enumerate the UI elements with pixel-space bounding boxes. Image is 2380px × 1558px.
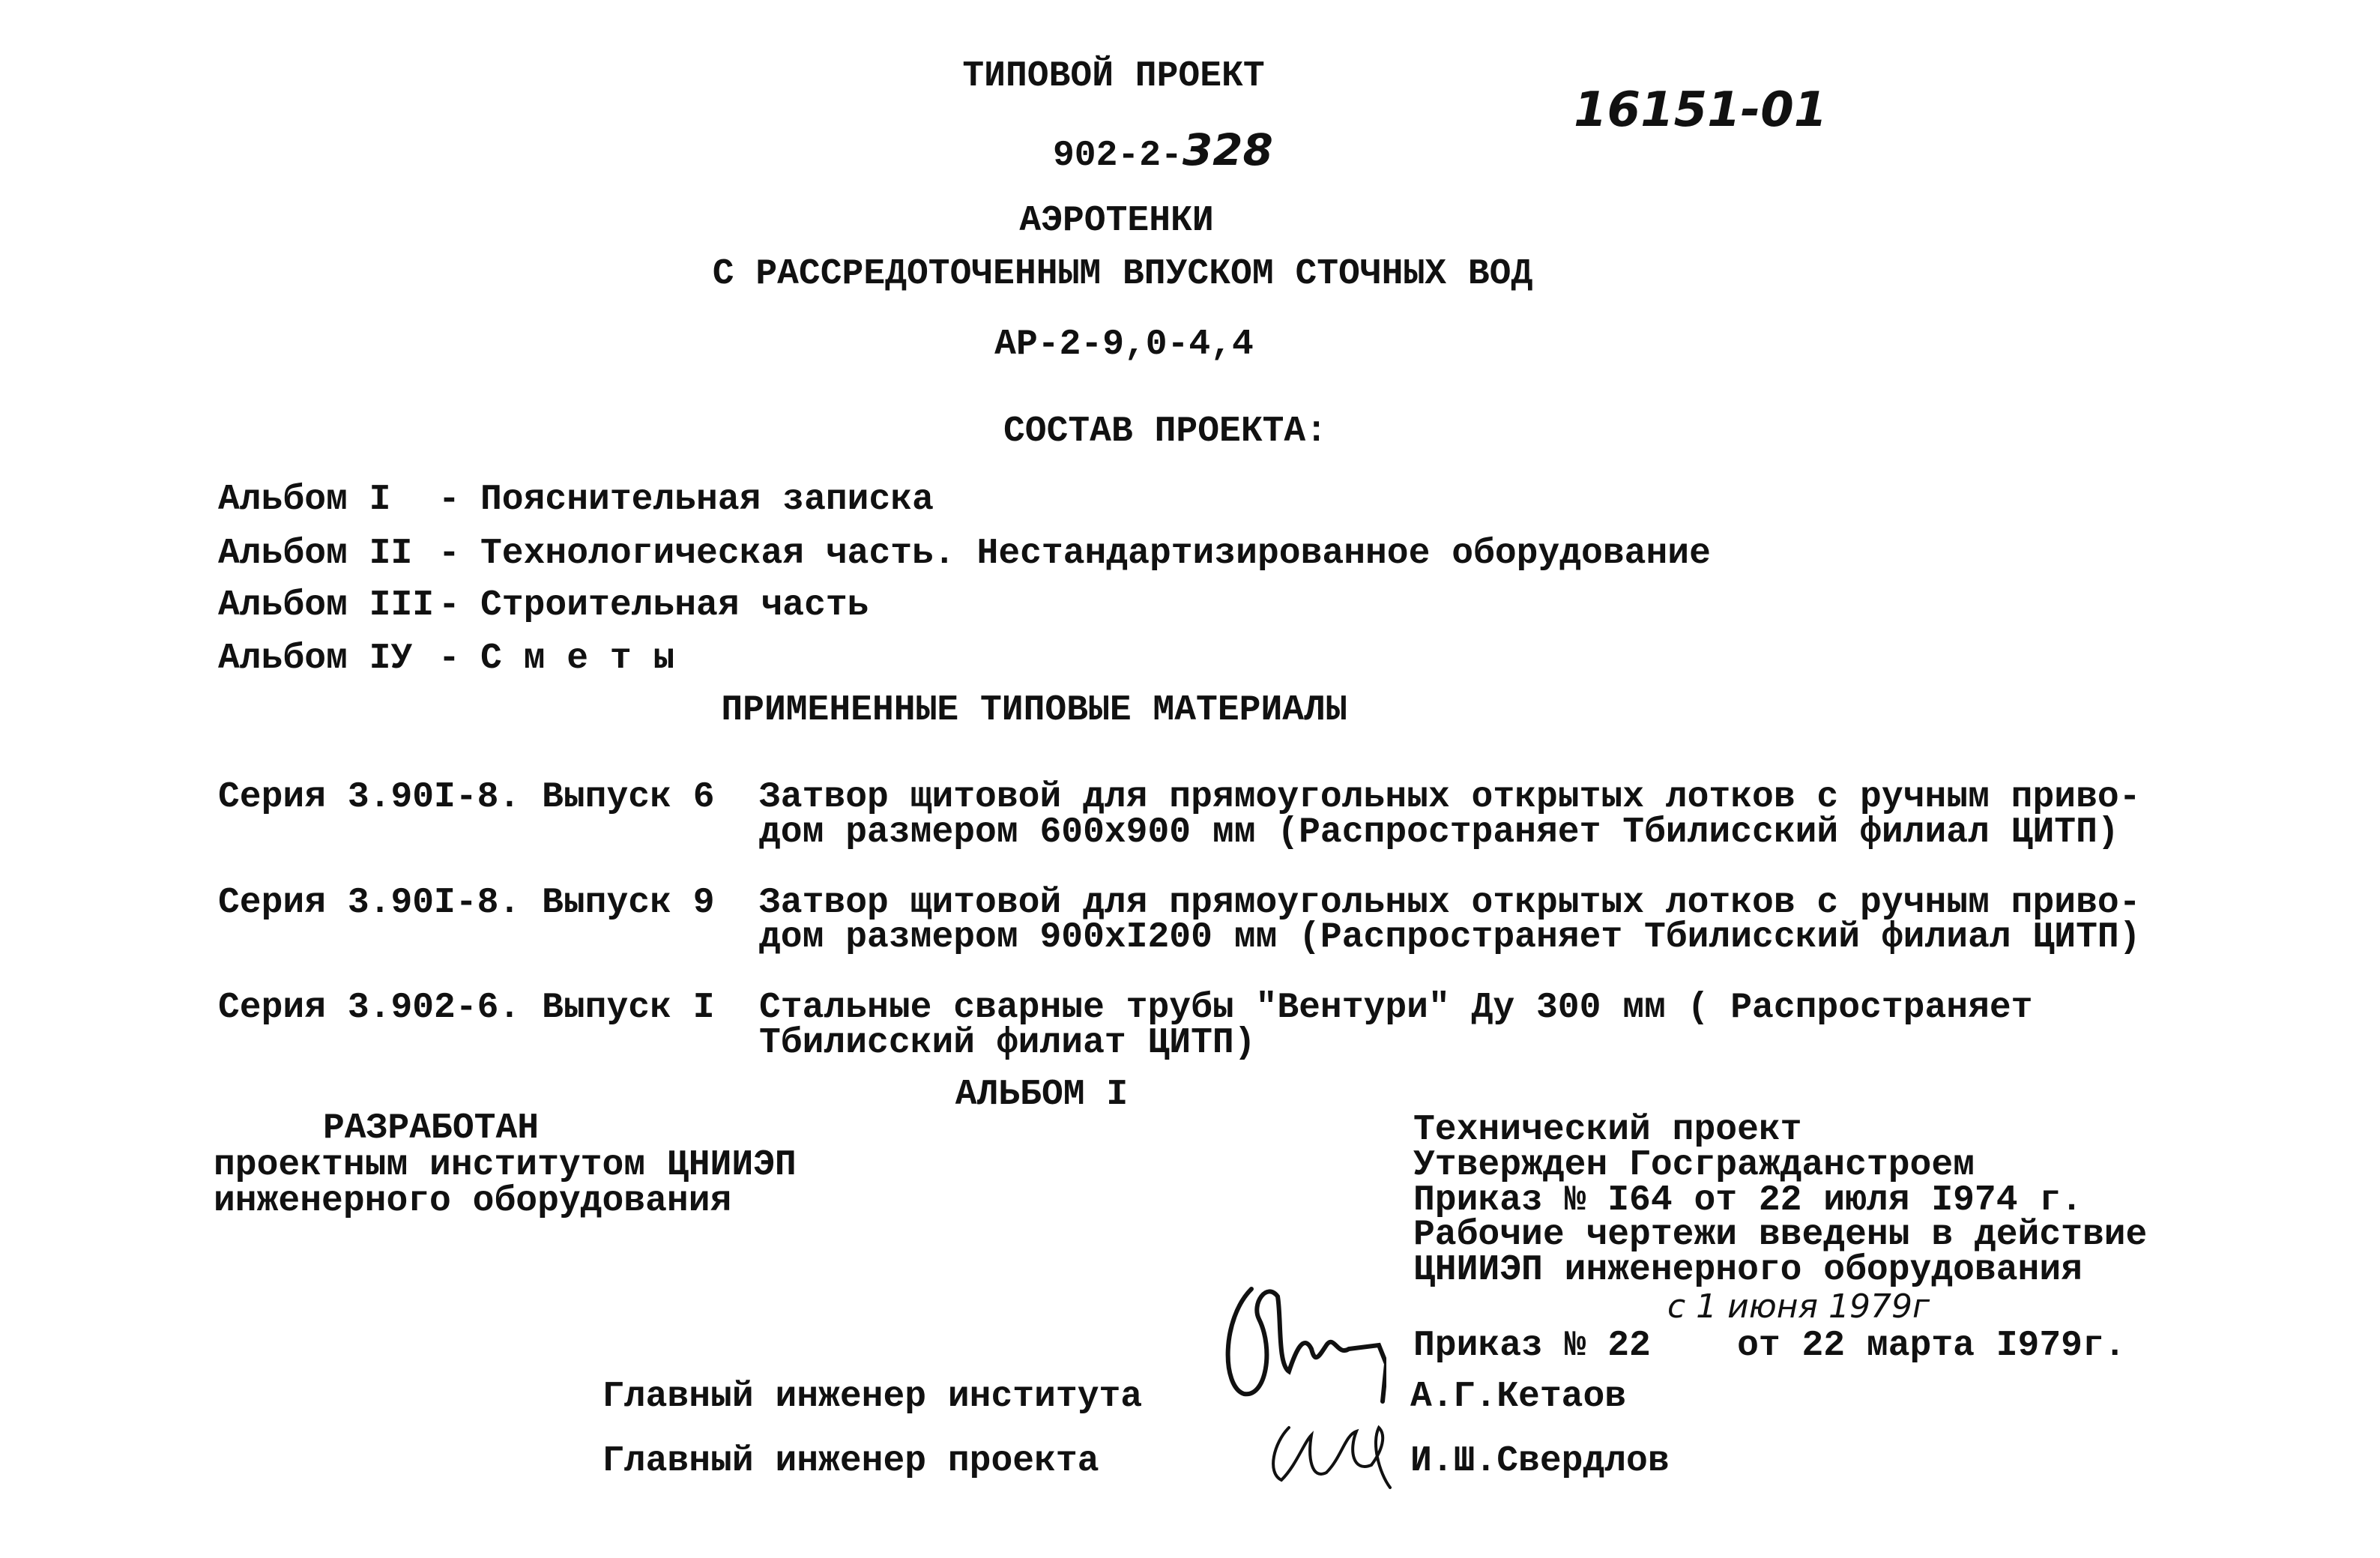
approval-line: Приказ № I64 от 22 июля I974 г. bbox=[1413, 1180, 2082, 1221]
materials-heading: ПРИМЕНЕННЫЕ ТИПОВЫЕ МАТЕРИАЛЫ bbox=[721, 690, 1347, 731]
signature-image bbox=[1259, 1413, 1401, 1495]
title-line-1: АЭРОТЕНКИ bbox=[1019, 201, 1214, 241]
series-label: Серия 3.90I-8. Выпуск 9 bbox=[218, 883, 715, 923]
series-description: Стальные сварные трубы "Вентури" Ду 300 мм ( Распространяет bbox=[759, 988, 2033, 1028]
series-description: Затвор щитовой для прямоугольных открытых лотков с ручным приво- bbox=[759, 883, 2141, 923]
approval-line: Рабочие чертежи введены в действие bbox=[1413, 1215, 2148, 1255]
series-label: Серия 3.90I-8. Выпуск 6 bbox=[218, 777, 715, 818]
album-title: С м е т ы bbox=[480, 638, 675, 679]
series-description: Затвор щитовой для прямоугольных открытых лотков с ручным приво- bbox=[759, 777, 2141, 818]
approval-line: ЦНИИЭП инженерного оборудования bbox=[1413, 1250, 2082, 1290]
album-title: Строительная часть bbox=[480, 585, 869, 626]
developer-heading: РАЗРАБОТАН bbox=[323, 1108, 540, 1149]
series-description: дом размером 900хI200 мм (Распространяет Тбилисский филиал ЦИТП) bbox=[759, 917, 2141, 958]
composition-heading: СОСТАВ ПРОЕКТА: bbox=[1003, 411, 1328, 452]
project-code: АР-2-9,0-4,4 bbox=[994, 324, 1254, 365]
registration-number: 16151-01 bbox=[1574, 82, 1828, 138]
signature-image bbox=[1206, 1274, 1386, 1409]
series-label: Серия 3.902-6. Выпуск I bbox=[218, 988, 715, 1028]
approval-line: Утвержден Госгражданстроем bbox=[1413, 1145, 1975, 1186]
album-label: АЛЬБОМ I bbox=[955, 1075, 1129, 1115]
album-name: Альбом I bbox=[218, 480, 391, 520]
developer-line: инженерного оборудования bbox=[214, 1181, 732, 1222]
signature-role: Главный инженер проекта bbox=[602, 1441, 1099, 1482]
approval-line: Технический проект bbox=[1413, 1110, 1802, 1150]
handwritten-date-note: с 1 июня 1979г bbox=[1667, 1287, 1930, 1326]
series-description: дом размером 600х900 мм (Распространяет Тбилисский филиал ЦИТП) bbox=[759, 812, 2119, 853]
album-name: Альбом III bbox=[218, 585, 435, 626]
album-dash: - bbox=[438, 638, 460, 679]
signature-role: Главный инженер института bbox=[602, 1377, 1143, 1417]
album-dash: - bbox=[438, 534, 460, 574]
order-line: Приказ № 22 от 22 марта I979г. bbox=[1413, 1326, 2126, 1366]
developer-line: проектным институтом ЦНИИЭП bbox=[214, 1145, 797, 1186]
project-type-label: ТИПОВОЙ ПРОЕКТ bbox=[962, 56, 1265, 97]
album-name: Альбом II bbox=[218, 534, 413, 574]
title-line-2: С РАССРЕДОТОЧЕННЫМ ВПУСКОМ СТОЧНЫХ ВОД bbox=[712, 254, 1533, 295]
signatory-name: И.Ш.Свердлов bbox=[1410, 1441, 1670, 1482]
album-title: Технологическая часть. Нестандартизированное оборудование bbox=[480, 534, 1711, 574]
project-number-handwritten: 328 bbox=[1182, 124, 1273, 175]
project-number bbox=[1053, 124, 1273, 176]
album-dash: - bbox=[438, 480, 460, 520]
album-title: Пояснительная записка bbox=[480, 480, 934, 520]
series-description: Тбилисский филиат ЦИТП) bbox=[759, 1023, 1256, 1063]
album-dash: - bbox=[438, 585, 460, 626]
signatory-name: А.Г.Кетаов bbox=[1410, 1377, 1627, 1417]
album-name: Альбом IУ bbox=[218, 638, 413, 679]
project-number-prefix: 902-2- bbox=[1053, 136, 1183, 176]
